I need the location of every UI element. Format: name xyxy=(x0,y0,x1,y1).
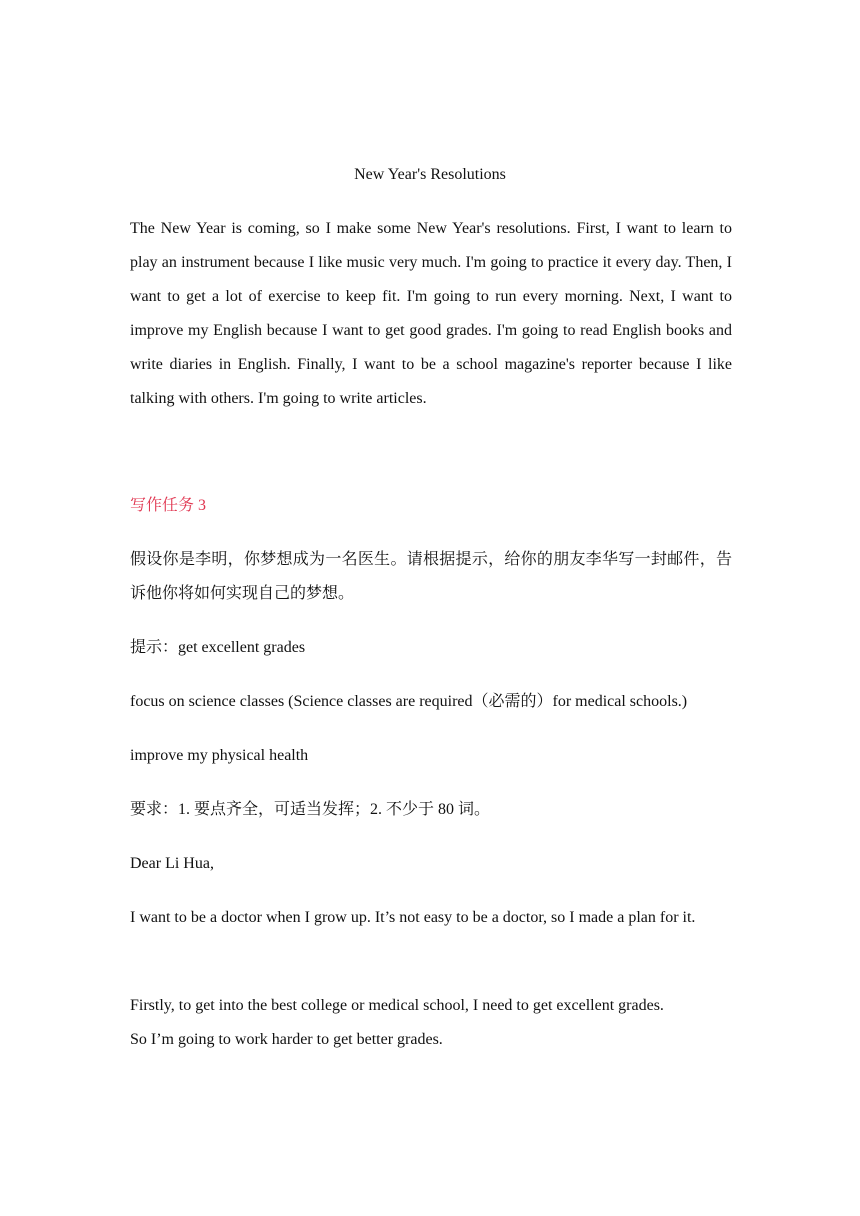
writing-task-heading: 写作任务 3 xyxy=(130,497,207,514)
requirements: 要求：1. 要点齐全，可适当发挥；2. 不少于 80 词。 xyxy=(130,801,491,818)
hint-line-3: improve my physical health xyxy=(130,747,309,764)
task-prompt: 假设你是李明，你梦想成为一名医生。请根据提示，给你的朋友李华写一封邮件，告诉他你将如何实现自己的梦想。 xyxy=(130,551,732,602)
letter-paragraph-2-line-2: So I’m going to work harder to get better grades. xyxy=(130,1031,443,1048)
essay-body: The New Year is coming, so I make some New Year's resolutions. First, I want to learn to play an instrument because I like music very much. I'm going to practice it every day. Then, I want to get a lot of exercise to keep fit. I'm going to run every morning. Next, I want to improve my English because I want to get good grades. I'm going to read English books and write diaries in English. Finally, I want to be a school magazine's reporter because I like talking with others. I'm going to write articles. xyxy=(130,220,732,407)
letter-paragraph-2-line-1: Firstly, to get into the best college or medical school, I need to get excellent grades. xyxy=(130,997,664,1014)
essay-title: New Year's Resolutions xyxy=(354,166,506,183)
hint-line-1: 提示：get excellent grades xyxy=(130,639,306,656)
hint-line-2: focus on science classes (Science classes are required（必需的）for medical schools.) xyxy=(130,693,688,710)
letter-paragraph-1: I want to be a doctor when I grow up. It’s not easy to be a doctor, so I made a plan for it. xyxy=(130,909,696,926)
letter-greeting: Dear Li Hua, xyxy=(130,855,214,872)
